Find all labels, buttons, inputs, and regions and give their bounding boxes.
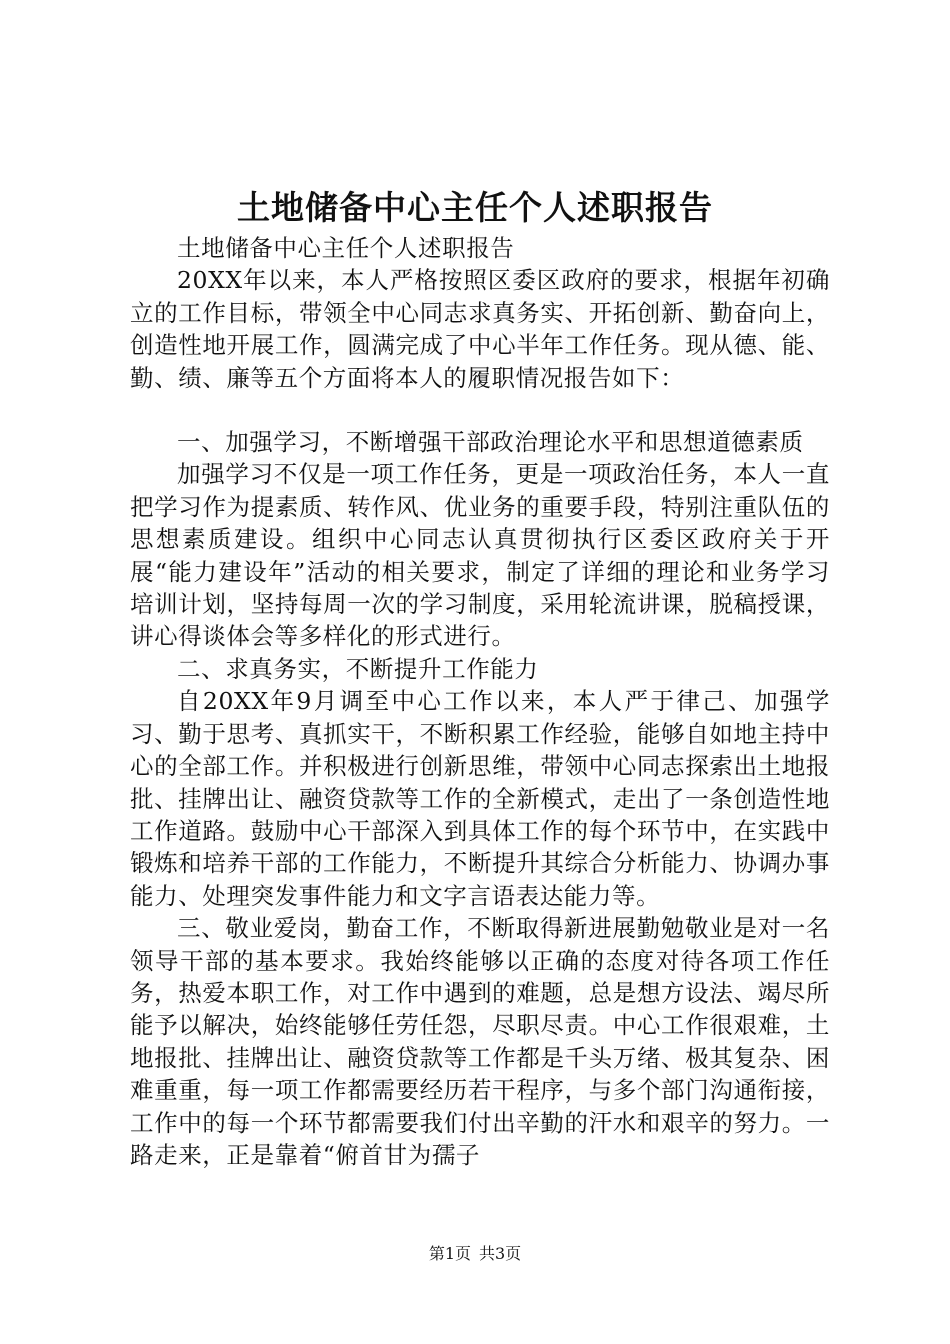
section-heading-2: 二、求真务实，不断提升工作能力 bbox=[177, 654, 539, 683]
document-title: 土地储备中心主任个人述职报告 bbox=[237, 188, 713, 227]
page-footer bbox=[0, 1243, 950, 1265]
section-heading-1: 一、加强学习，不断增强干部政治理论水平和思想道德素质 bbox=[177, 428, 804, 457]
section-paragraph-1: 加强学习不仅是一项工作任务，更是一项政治任务，本人一直把学习作为提素质、转作风、优业务的重要手段，特别注重队伍的思想素质建设。组织中心同志认真贯彻执行区委区政府关于开展“能力建设年”活动的相关要求，制定了详细的理论和业务学习培训计划，坚持每周一次的学习制度，采用轮流讲课，脱稿授课，讲心得谈体会等多样化的形式进行。 bbox=[130, 460, 830, 651]
page-number: 第1页 bbox=[428, 1244, 471, 1263]
section-paragraph-2: 自20XX年9月调至中心工作以来，本人严于律己、加强学习、勤于思考、真抓实干，不断积累工作经验，能够自如地主持中心的全部工作。并积极进行创新思维，带领中心同志探索出土地报批、挂牌出让、融资贷款等工作的全新模式，走出了一条创造性地工作道路。鼓励中心干部深入到具体工作的每个环节中，在实践中锻炼和培养干部的工作能力，不断提升其综合分析能力、协调办事能力、处理突发事件能力和文字言语表达能力等。 bbox=[130, 687, 830, 910]
body-subtitle: 土地储备中心主任个人述职报告 bbox=[177, 234, 515, 262]
intro-paragraph: 20XX年以来，本人严格按照区委区政府的要求，根据年初确立的工作目标，带领全中心同志求真务实、开拓创新、勤奋向上，创造性地开展工作，圆满完成了中心半年工作任务。现从德、能、勤、绩、廉等五个方面将本人的履职情况报告如下： bbox=[130, 266, 830, 392]
paragraph-spacer bbox=[130, 394, 830, 426]
document-body bbox=[130, 232, 830, 1171]
section-paragraph-3: 三、敬业爱岗，勤奋工作，不断取得新进展勤勉敬业是对一名领导干部的基本要求。我始终能够以正确的态度对待各项工作任务，热爱本职工作，对工作中遇到的难题，总是想方设法、竭尽所能予以解决，始终能够任劳任怨，尽职尽责。中心工作很艰难，土地报批、挂牌出让、融资贷款等工作都是千头万绪、极其复杂、困难重重，每一项工作都需要经历若干程序，与多个部门沟通衔接，工作中的每一个环节都需要我们付出辛勤的汗水和艰辛的努力。一路走来，正是靠着“俯首甘为孺子 bbox=[130, 914, 830, 1169]
page-total: 共3页 bbox=[479, 1244, 522, 1263]
